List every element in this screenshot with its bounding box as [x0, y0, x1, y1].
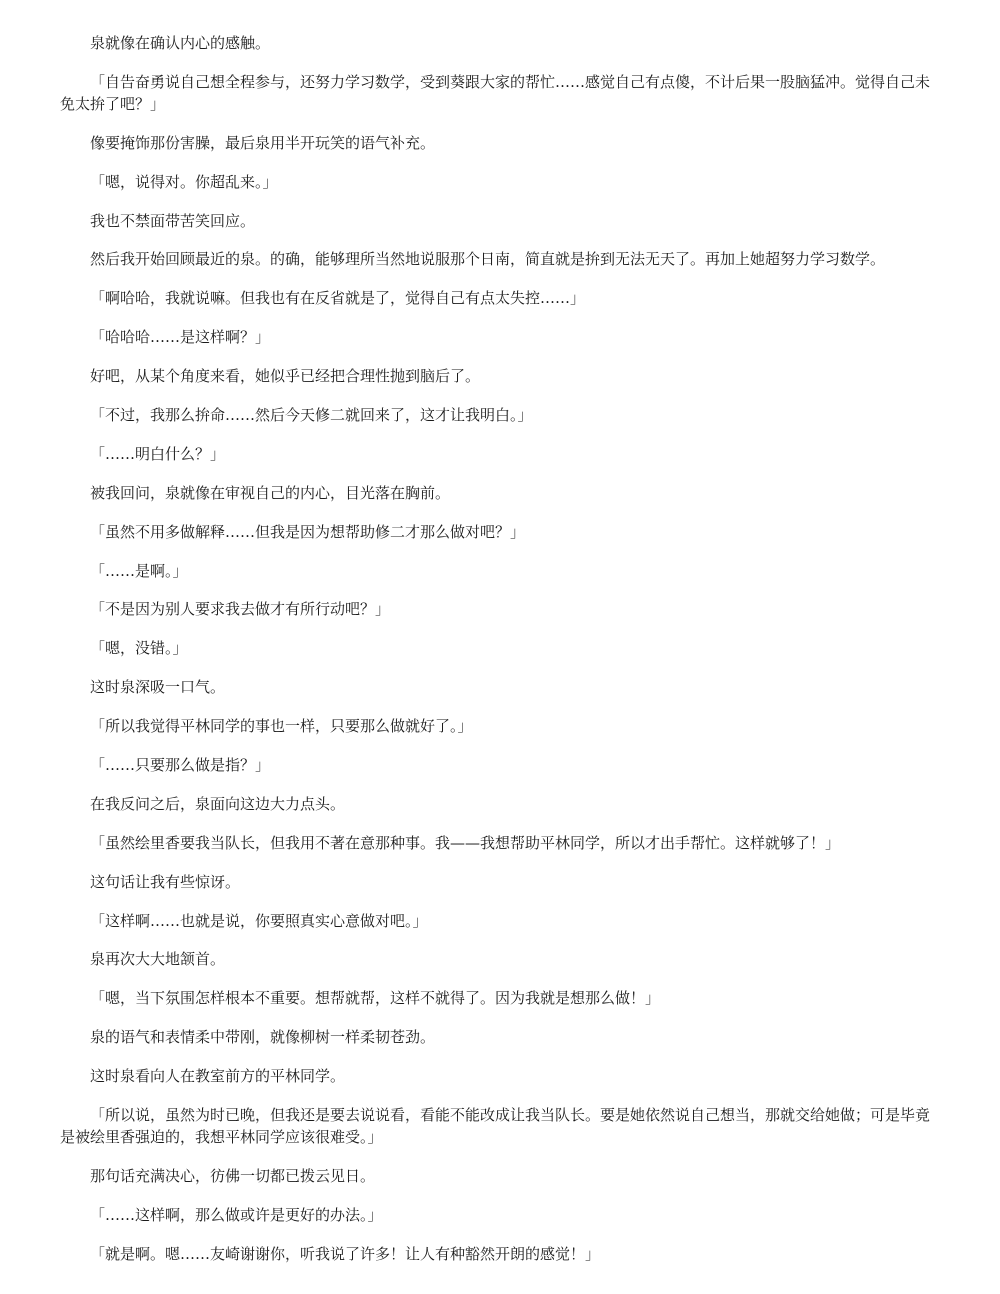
paragraph: 泉再次大大地颔首。 — [90, 950, 226, 969]
paragraph: 「……只要那么做是指？」 — [90, 756, 271, 775]
paragraph: 「……明白什么？」 — [90, 444, 226, 463]
paragraph: 这时泉看向人在教室前方的平林同学。 — [90, 1067, 346, 1086]
paragraph: 「虽然不用多做解释……但我是因为想帮助修二才那么做对吧？」 — [90, 522, 526, 541]
paragraph: 被我回问，泉就像在审视自己的内心，目光落在胸前。 — [90, 483, 451, 502]
paragraph: 在我反问之后，泉面向这边大力点头。 — [90, 794, 346, 813]
paragraph: 那句话充满决心，彷佛一切都已拨云见日。 — [90, 1166, 376, 1185]
paragraph: 好吧，从某个角度来看，她似乎已经把合理性抛到脑后了。 — [90, 367, 481, 386]
paragraph: 「嗯，说得对。你超乱来。」 — [90, 172, 278, 191]
paragraph: 泉的语气和表情柔中带刚，就像柳树一样柔韧苍劲。 — [90, 1028, 436, 1047]
paragraph: 「就是啊。嗯……友崎谢谢你，听我说了许多！让人有种豁然开朗的感觉！」 — [90, 1244, 601, 1263]
paragraph: 「不是因为别人要求我去做才有所行动吧？」 — [90, 600, 391, 619]
paragraph: 「嗯，没错。」 — [90, 639, 188, 658]
paragraph: 泉就像在确认内心的感触。 — [90, 34, 271, 52]
paragraph: 「……这样啊，那么做或许是更好的办法。」 — [90, 1205, 383, 1224]
paragraph: 然后我开始回顾最近的泉。的确，能够理所当然地说服那个日南，简直就是拚到无法无天了。再加上她超努力学习数学。 — [90, 250, 886, 269]
paragraph: 我也不禁面带苦笑回应。 — [90, 211, 256, 230]
paragraph: 「不过，我那么拚命……然后今天修二就回来了，这才让我明白。」 — [90, 406, 533, 425]
paragraph: 「哈哈哈……是这样啊？」 — [90, 328, 271, 347]
paragraph: 「虽然绘里香要我当队长，但我用不著在意那种事。我——我想帮助平林同学，所以才出手帮忙。这样就够了！」 — [90, 833, 841, 852]
paragraph: 「这样啊……也就是说，你要照真实心意做对吧。」 — [90, 911, 428, 930]
paragraph: 「……是啊。」 — [90, 561, 188, 580]
paragraph: 「所以我觉得平林同学的事也一样，只要那么做就好了。」 — [90, 717, 473, 736]
paragraph: 「嗯，当下氛围怎样根本不重要。想帮就帮，这样不就得了。因为我就是想那么做！」 — [90, 989, 661, 1008]
paragraph: 这时泉深吸一口气。 — [90, 678, 226, 697]
paragraph: 「所以说，虽然为时已晚，但我还是要去说说看，看能不能改成让我当队长。要是她依然说自己想当，那就交给她做；可是毕竟是被绘里香强迫的，我想平林同学应该很难受。」 — [60, 1106, 931, 1147]
paragraph: 这句话让我有些惊讶。 — [90, 872, 241, 891]
paragraph: 像要掩饰那份害臊，最后泉用半开玩笑的语气补充。 — [90, 133, 436, 152]
paragraph: 「啊哈哈，我就说嘛。但我也有在反省就是了，觉得自己有点太失控……」 — [90, 289, 586, 308]
paragraph: 「自告奋勇说自己想全程参与，还努力学习数学，受到葵跟大家的帮忙……感觉自己有点傻，不计后果一股脑猛冲。觉得自己未免太拚了吧？」 — [60, 72, 931, 113]
